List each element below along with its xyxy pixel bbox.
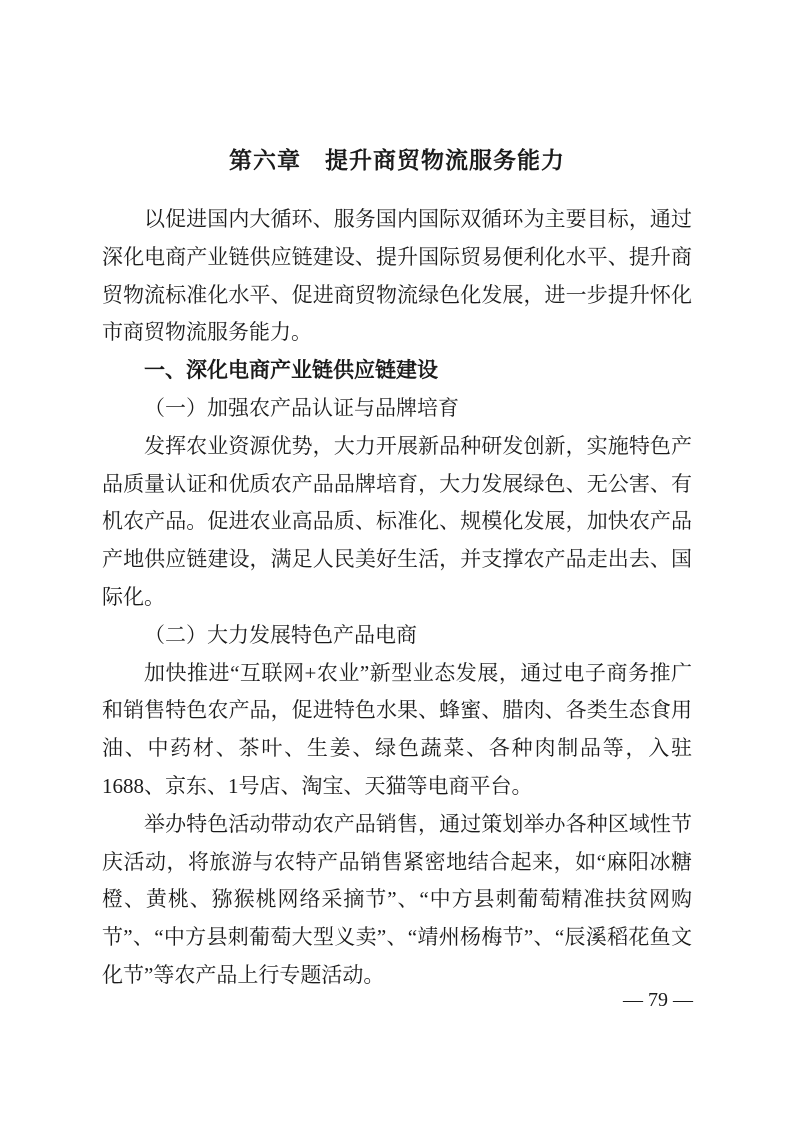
subsection-2-paragraph-1: 加快推进“互联网+农业”新型业态发展，通过电子商务推广和销售特色农产品，促进特色水果、蜂蜜、腊肉、各类生态食用油、中药材、茶叶、生姜、绿色蔬菜、各种肉制品等，入驻1688、京东、1号店、淘宝、天猫等电商平台。 — [102, 660, 692, 798]
chapter-title: 第六章 提升商贸物流服务能力 — [229, 147, 565, 173]
content-area — [102, 201, 692, 995]
subsection-1-paragraph: 发挥农业资源优势，大力开展新品种研发创新，实施特色产品质量认证和优质农产品品牌培育，大力发展绿色、无公害、有机农产品。促进农业高品质、标准化、规模化发展，加快农产品产地供应链建设，满足人民美好生活，并支撑农产品走出去、国际化。 — [102, 433, 692, 609]
subsection-1-heading: （一）加强农产品认证与品牌培育 — [144, 395, 459, 420]
intro-paragraph: 以促进国内大循环、服务国内国际双循环为主要目标，通过深化电商产业链供应链建设、提升国际贸易便利化水平、提升商贸物流标准化水平、促进商贸物流绿色化发展，进一步提升怀化市商贸物流服务能力。 — [102, 207, 692, 345]
page-number: — 79 — — [623, 989, 693, 1011]
subsection-2-paragraph-2: 举办特色活动带动农产品销售，通过策划举办各种区域性节庆活动，将旅游与农特产品销售紧密地结合起来，如“麻阳冰糖橙、黄桃、猕猴桃网络采摘节”、“中方县刺葡萄精准扶贫网购节”、“中方县刺葡萄大型义卖”、“靖州杨梅节”、“辰溪稻花鱼文化节”等农产品上行专题活动。 — [102, 811, 692, 987]
subsection-2-heading: （二）大力发展特色产品电商 — [144, 622, 417, 647]
section-1-heading: 一、深化电商产业链供应链建设 — [144, 359, 438, 383]
